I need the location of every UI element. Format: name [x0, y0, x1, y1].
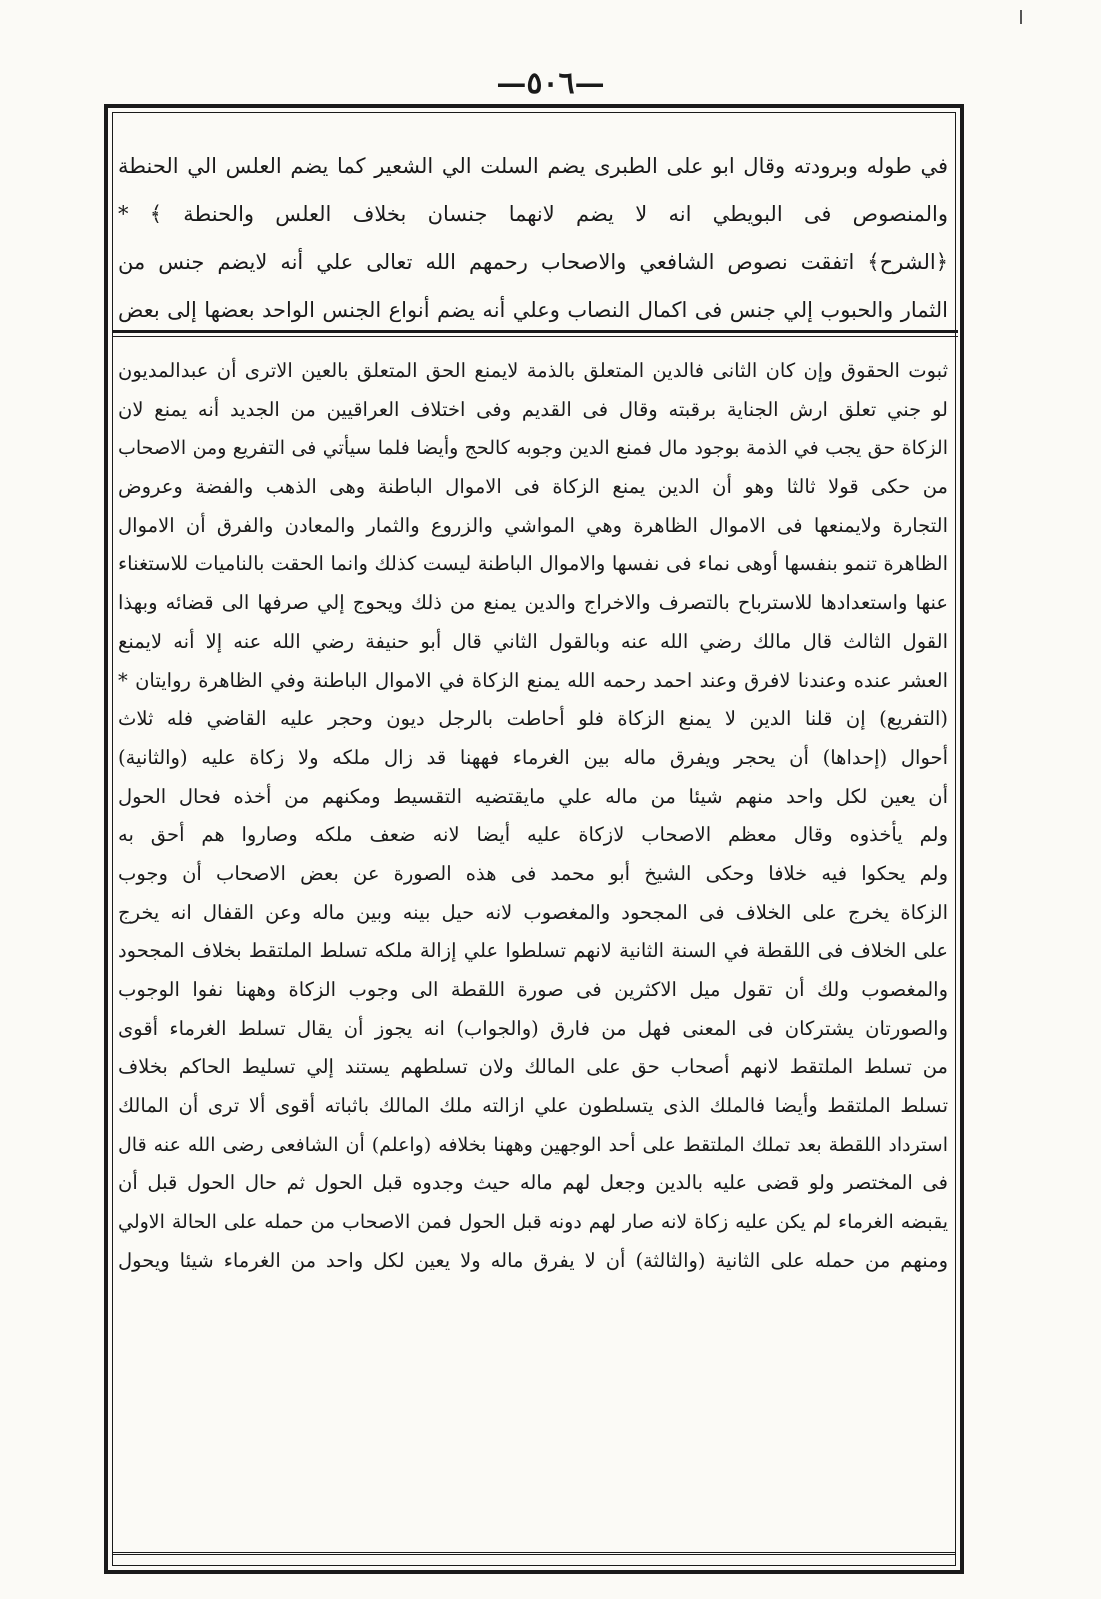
- sharh-line: العشر عنده وعندنا لافرق وعند احمد رحمه الله يمنع الزكاة في الاموال الباطنة وفي الظاهرة روايتان *: [118, 668, 948, 692]
- mutn-line: ﴿الشرح﴾ اتفقت نصوص الشافعي والاصحاب رحمهم الله تعالى علي أنه لايضم جنس من: [118, 250, 948, 274]
- sharh-line: فى المختصر ولو قضى عليه بالدين وجعل لهم ماله حيث وجدوه قبل الحول ثم حال الحول قبل أن: [118, 1171, 948, 1195]
- section-divider: [112, 330, 958, 333]
- sharh-line: الزكاة يخرج على الخلاف فى المجحود والمغصوب لانه حيل بينه وبين ماله وعن القفال انه يخرج: [118, 900, 948, 924]
- sharh-line: القول الثالث قال مالك رضي الله عنه وبالقول الثاني قال أبو حنيفة رضي الله عنه إلا أنه لايمنع: [118, 629, 948, 653]
- sharh-line: ومنهم من حمله على الثانية (والثالثة) أن لا يفرق ماله ولا يعين لكل واحد من الغرماء شيئا ويحول: [118, 1248, 948, 1272]
- sharh-line: لو جني تعلق ارش الجناية برقبته وقال فى القديم وفى اختلاف العراقيين من الجديد أنه يمنع لان: [118, 397, 948, 421]
- sharh-line: يقبضه الغرماء لم يكن عليه زكاة لانه صار لهم دونه قبل الحول فمن الاصحاب من حمله على الحالة الاولي: [118, 1211, 948, 1234]
- mutn-line: والمنصوص فى البويطي انه لا يضم لانهما جنسان بخلاف العلس والحنطة ﴾ *: [118, 202, 948, 226]
- sharh-line: ولم يأخذوه وقال معظم الاصحاب لازكاة عليه أيضا لانه ضعف ملكه وصاروا هم أحق به: [118, 823, 948, 847]
- sharh-line: (التفريع) إن قلنا الدين لا يمنع الزكاة فلو أحاطت بالرجل ديون وحجر عليه القاضي فله ثلاث: [118, 707, 948, 731]
- sharh-line: الظاهرة تنمو بنفسها أوهى نماء فى نفسها والاموال الباطنة ليست كذلك وانما الحقت بالناميات للاستغناء: [118, 552, 948, 576]
- sharh-line: ولم يحكوا فيه خلافا وحكى الشيخ أبو محمد فى هذه الصورة عن بعض الاصحاب أن وجوب: [118, 861, 948, 885]
- mutn-section: [118, 142, 948, 334]
- sharh-line: عنها واستعدادها للاسترباح بالتصرف والاخراج والدين يمنع من ذلك ويحوج إلي صرفها الى قضائه وبهذا: [118, 591, 948, 615]
- page-number: —٥٠٦—: [496, 66, 605, 101]
- mutn-line: الثمار والحبوب إلي جنس فى اكمال النصاب وعلي أنه يضم أنواع الجنس الواحد بعضها إلى بعض: [118, 298, 948, 322]
- sharh-line: استرداد اللقطة بعد تملك الملتقط على أحد الوجهين وههنا بخلافه (واعلم) أن الشافعى رضى الله عنه قال: [118, 1133, 948, 1156]
- section-divider-thin: [112, 336, 958, 337]
- frame-bottom-rule: [112, 1552, 956, 1555]
- sharh-line: ثبوت الحقوق وإن كان الثانى فالدين المتعلق بالذمة لايمنع الحق المتعلق بالعين الاترى أن عبدالمديون: [118, 359, 948, 382]
- sharh-line: على الخلاف فى اللقطة في السنة الثانية لانهم تسلطوا علي إزالة ملكه تسلط الملتقط بخلاف المجحود: [118, 939, 948, 963]
- mutn-line: في طوله وبرودته وقال ابو على الطبرى يضم السلت الي الشعير كما يضم العلس الي الحنطة: [118, 154, 948, 178]
- sharh-line: أحوال (إحداها) أن يحجر ويفرق ماله بين الغرماء فههنا قد زال ملكه ولا زكاة عليه (والثانية): [118, 745, 948, 769]
- sharh-line: والصورتان يشتركان فى المعنى فهل من فارق (والجواب) انه يجوز أن يقال تسلط الغرماء أقوى: [118, 1016, 948, 1040]
- sharh-line: من حكى قولا ثالثا وهو أن الدين يمنع الزكاة فى الاموال الباطنة وهى الذهب والفضة وعروض: [118, 475, 948, 499]
- sharh-line: تسلط الملتقط وأيضا فالملك الذى يتسلطون علي ازالته ملك المالك باثباته أقوى ألا ترى أن المالك: [118, 1094, 948, 1118]
- sharh-line: التجارة ولايمنعها فى الاموال الظاهرة وهي المواشي والزروع والثمار والمعادن والفرق أن الاموال: [118, 513, 948, 537]
- sharh-line: من تسلط الملتقط لانهم أصحاب حق على المالك ولان تسلطهم يستند إلي تسليط الحاكم بخلاف: [118, 1055, 948, 1079]
- sharh-line: الزكاة حق يجب في الذمة بوجود مال فمنع الدين وجوبه كالحج وأيضا فلما سيأتي فى التفريع ومن الاصحاب: [118, 437, 948, 460]
- sharh-line: والمغصوب ولك أن تقول ميل الاكثرين فى صورة اللقطة الى وجوب الزكاة وههنا نفوا الوجوب: [118, 978, 948, 1001]
- scan-mark: [1020, 10, 1028, 24]
- sharh-line: أن يعين لكل واحد منهم شيئا من ماله علي مايقتضيه التقسيط ومكنهم من أخذه فحال الحول: [118, 784, 948, 808]
- sharh-section: [118, 352, 948, 1281]
